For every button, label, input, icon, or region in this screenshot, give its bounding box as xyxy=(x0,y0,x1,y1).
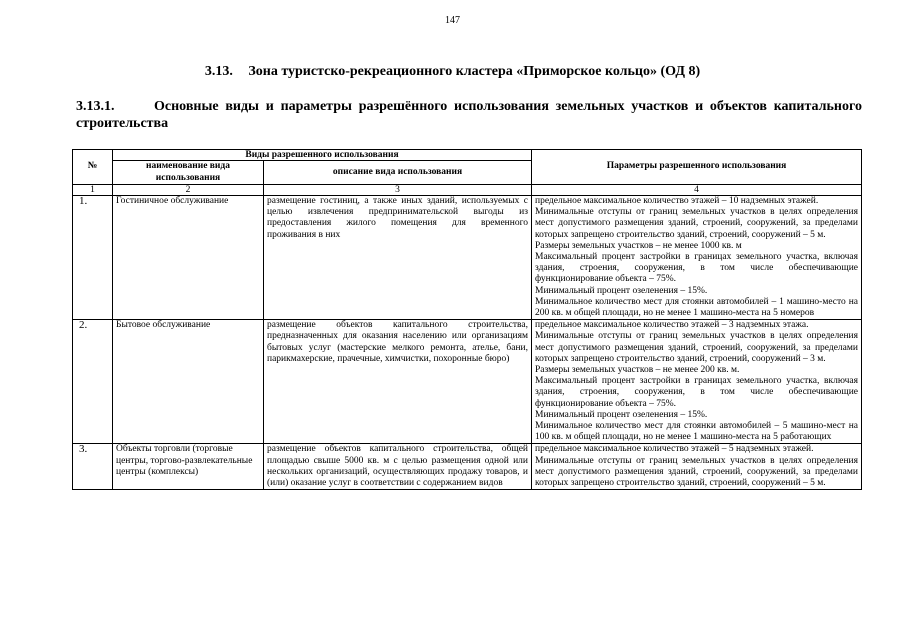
use-name: Бытовое обслуживание xyxy=(113,320,264,444)
table-header-row xyxy=(73,150,862,161)
parameter-line: Минимальные отступы от границ земельных участков в целях определения мест допустимого размещения зданий, строений, сооружений, за пределами которых запрещено строительство зданий, строений, сооружений – 5 м. xyxy=(535,207,858,240)
column-index: 4 xyxy=(532,185,862,196)
column-index-row xyxy=(73,185,862,196)
parameter-line: Минимальный процент озеленения – 15%. xyxy=(535,285,708,296)
row-number: 1. xyxy=(73,196,113,320)
uses-table xyxy=(72,149,862,490)
uses-table-container xyxy=(72,149,861,490)
table-row xyxy=(73,320,862,444)
header-parameters: Параметры разрешенного использования xyxy=(532,150,862,185)
use-name: Объекты торговли (торговые центры, торгово-развлекательные центры (комплексы) xyxy=(113,444,264,490)
use-parameters xyxy=(532,320,862,444)
column-index: 2 xyxy=(113,185,264,196)
parameter-line: предельное максимальное количество этажей – 3 надземных этажа. xyxy=(535,320,809,331)
table-row xyxy=(73,444,862,490)
use-name: Гостиничное обслуживание xyxy=(113,196,264,320)
parameter-line: Минимальные отступы от границ земельных участков в целях определения мест допустимого размещения зданий, строений, сооружений, за пределами которых запрещено строительство зданий, строений, сооружений – 5 м. xyxy=(535,455,858,489)
table-row xyxy=(73,196,862,320)
use-description: размещение гостиниц, а также иных зданий, используемых с целью извлечения предпринимательской выгоды из предоставления жилого помещения для временного проживания в них xyxy=(264,196,532,320)
subsection-title-text: Основные виды и параметры разрешённого использования земельных участков и объектов капитального строительства xyxy=(76,99,862,131)
header-uses-group: Виды разрешенного использования xyxy=(113,150,532,161)
subsection-number: 3.13.1. xyxy=(76,99,115,114)
header-name: наименование вида использования xyxy=(113,161,264,185)
row-number: 3. xyxy=(73,444,113,490)
page-number: 147 xyxy=(445,15,460,26)
section-title xyxy=(0,64,905,80)
parameter-line: Минимальное количество мест для стоянки автомобилей – 5 машино-мест на 100 кв. м общей площади, но не менее 1 машино-места на 5 работающих xyxy=(535,421,858,443)
column-index: 3 xyxy=(264,185,532,196)
parameter-line: Размеры земельных участков – не менее 1000 кв. м xyxy=(535,240,742,251)
header-description: описание вида использования xyxy=(264,161,532,185)
parameter-line: Минимальный процент озеленения – 15%. xyxy=(535,409,708,420)
use-parameters xyxy=(532,196,862,320)
parameter-line: Минимальное количество мест для стоянки автомобилей – 1 машино-место на 200 кв. м общей площади, но не менее 1 машино-места на 5 номеров xyxy=(535,296,858,319)
section-title-text: Зона туристско-рекреационного кластера «Приморское кольцо» (ОД 8) xyxy=(248,64,701,79)
parameter-line: Максимальный процент застройки в границах земельного участка, включая здания, строения, сооружения, в том числе обеспечивающие функционирование объекта – 75%. xyxy=(535,376,858,409)
column-index: 1 xyxy=(73,185,113,196)
use-description: размещение объектов капитального строительства, предназначенных для оказания населению или организациям бытовых услуг (мастерские мелкого ремонта, ателье, бани, парикмахерские, прачечные, химчистки, похоронные бюро) xyxy=(264,320,532,444)
parameter-line: Минимальные отступы от границ земельных участков в целях определения мест допустимого размещения зданий, строений, сооружений, за пределами которых запрещено строительство зданий, строений, сооружений – 3 м. xyxy=(535,331,858,364)
subsection-title xyxy=(76,98,862,132)
row-number: 2. xyxy=(73,320,113,444)
use-description: размещение объектов капитального строительства, общей площадью свыше 5000 кв. м с целью размещения одной или нескольких организаций, осуществляющих продажу товаров, и (или) оказание услуг в соответствии с содержанием видов xyxy=(264,444,532,490)
use-parameters xyxy=(532,444,862,490)
parameter-line: предельное максимальное количество этажей – 5 надземных этажей. xyxy=(535,444,814,455)
section-number: 3.13. xyxy=(204,64,233,79)
parameter-line: Максимальный процент застройки в границах земельного участка, включая здания, строения, сооружения, в том числе обеспечивающие функционирование объекта – 75%. xyxy=(535,252,858,285)
parameter-line: предельное максимальное количество этажей – 10 надземных этажей. xyxy=(535,196,819,206)
header-num: № xyxy=(73,150,113,185)
parameter-line: Размеры земельных участков – не менее 200 кв. м. xyxy=(535,365,740,376)
